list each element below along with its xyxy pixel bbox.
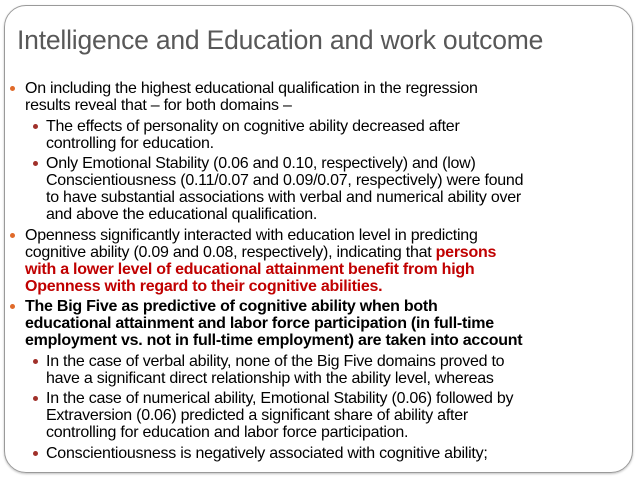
bullet-dot-icon — [33, 161, 38, 166]
text-segment: Openness significantly interacted with education level in predicting — [25, 226, 478, 244]
text-line — [0, 155, 638, 172]
text-segment: to have substantial associations with verbal and numerical ability over — [46, 189, 521, 206]
bullet-dot-icon — [10, 304, 15, 309]
text-segment: In the case of verbal ability, none of the Big Five domains proved to — [46, 352, 505, 370]
sub-bullet-item — [0, 118, 638, 152]
text-line — [0, 298, 638, 315]
text-line — [0, 278, 638, 295]
bullet-item — [0, 80, 638, 114]
text-line — [0, 118, 638, 135]
text-segment: controlling for education and labor force participation. — [46, 424, 409, 441]
text-segment: results reveal that – for both domains – — [25, 97, 292, 114]
sub-bullet-item — [0, 445, 638, 462]
text-line — [0, 332, 638, 349]
text-line — [0, 407, 638, 424]
text-line — [0, 97, 638, 114]
text-segment: Conscientiousness (0.11/0.07 and 0.09/0.07, respectively) were found — [46, 172, 524, 189]
bold-text: educational attainment and labor force participation (in full-time — [25, 315, 494, 332]
text-line — [0, 370, 638, 387]
highlighted-text: persons — [435, 243, 497, 261]
bullet-dot-icon — [33, 396, 38, 401]
bold-text: employment vs. not in full-time employment) are taken into account — [25, 332, 523, 349]
text-line — [0, 206, 638, 223]
bullet-dot-icon — [33, 451, 38, 456]
highlighted-text: Openness with regard to their cognitive abilities. — [25, 277, 383, 295]
bullet-dot-icon — [33, 359, 38, 364]
text-segment: have a significant direct relationship with the ability level, whereas — [46, 369, 494, 387]
text-line — [0, 315, 638, 332]
text-segment: and above the educational qualification. — [46, 206, 318, 223]
slide-body — [0, 80, 638, 465]
bullet-dot-icon — [10, 86, 15, 91]
text-line — [0, 135, 638, 152]
sub-bullet-item — [0, 155, 638, 223]
text-segment: In the case of numerical ability, Emotional Stability (0.06) followed by — [46, 390, 514, 407]
bold-text: The Big Five as predictive of cognitive ability when both — [25, 298, 438, 315]
text-line — [0, 445, 638, 462]
slide-title: Intelligence and Education and work outcome — [17, 25, 544, 55]
text-segment: cognitive ability (0.09 and 0.08, respectively), indicating that — [25, 243, 436, 261]
text-segment: On including the highest educational qualification in the regression — [25, 80, 478, 97]
bullet-dot-icon — [10, 233, 15, 238]
text-line — [0, 189, 638, 206]
text-line — [0, 244, 638, 261]
bullet-item — [0, 298, 638, 349]
text-segment: Extraversion (0.06) predicted a significant share of ability after — [46, 407, 468, 424]
text-line — [0, 80, 638, 97]
sub-bullet-item — [0, 390, 638, 441]
text-segment: The effects of personality on cognitive ability decreased after — [46, 117, 460, 135]
text-line — [0, 172, 638, 189]
highlighted-text: with a lower level of educational attainment benefit from high — [25, 260, 475, 278]
text-segment: controlling for education. — [46, 134, 214, 152]
bullet-dot-icon — [33, 124, 38, 129]
text-line — [0, 227, 638, 244]
text-line — [0, 424, 638, 441]
text-line — [0, 353, 638, 370]
bullet-item — [0, 227, 638, 295]
sub-bullet-item — [0, 353, 638, 387]
text-segment: Only Emotional Stability (0.06 and 0.10, respectively) and (low) — [46, 155, 476, 172]
text-segment: Conscientiousness is negatively associated with cognitive ability; — [46, 444, 488, 462]
text-line — [0, 390, 638, 407]
text-line — [0, 261, 638, 278]
